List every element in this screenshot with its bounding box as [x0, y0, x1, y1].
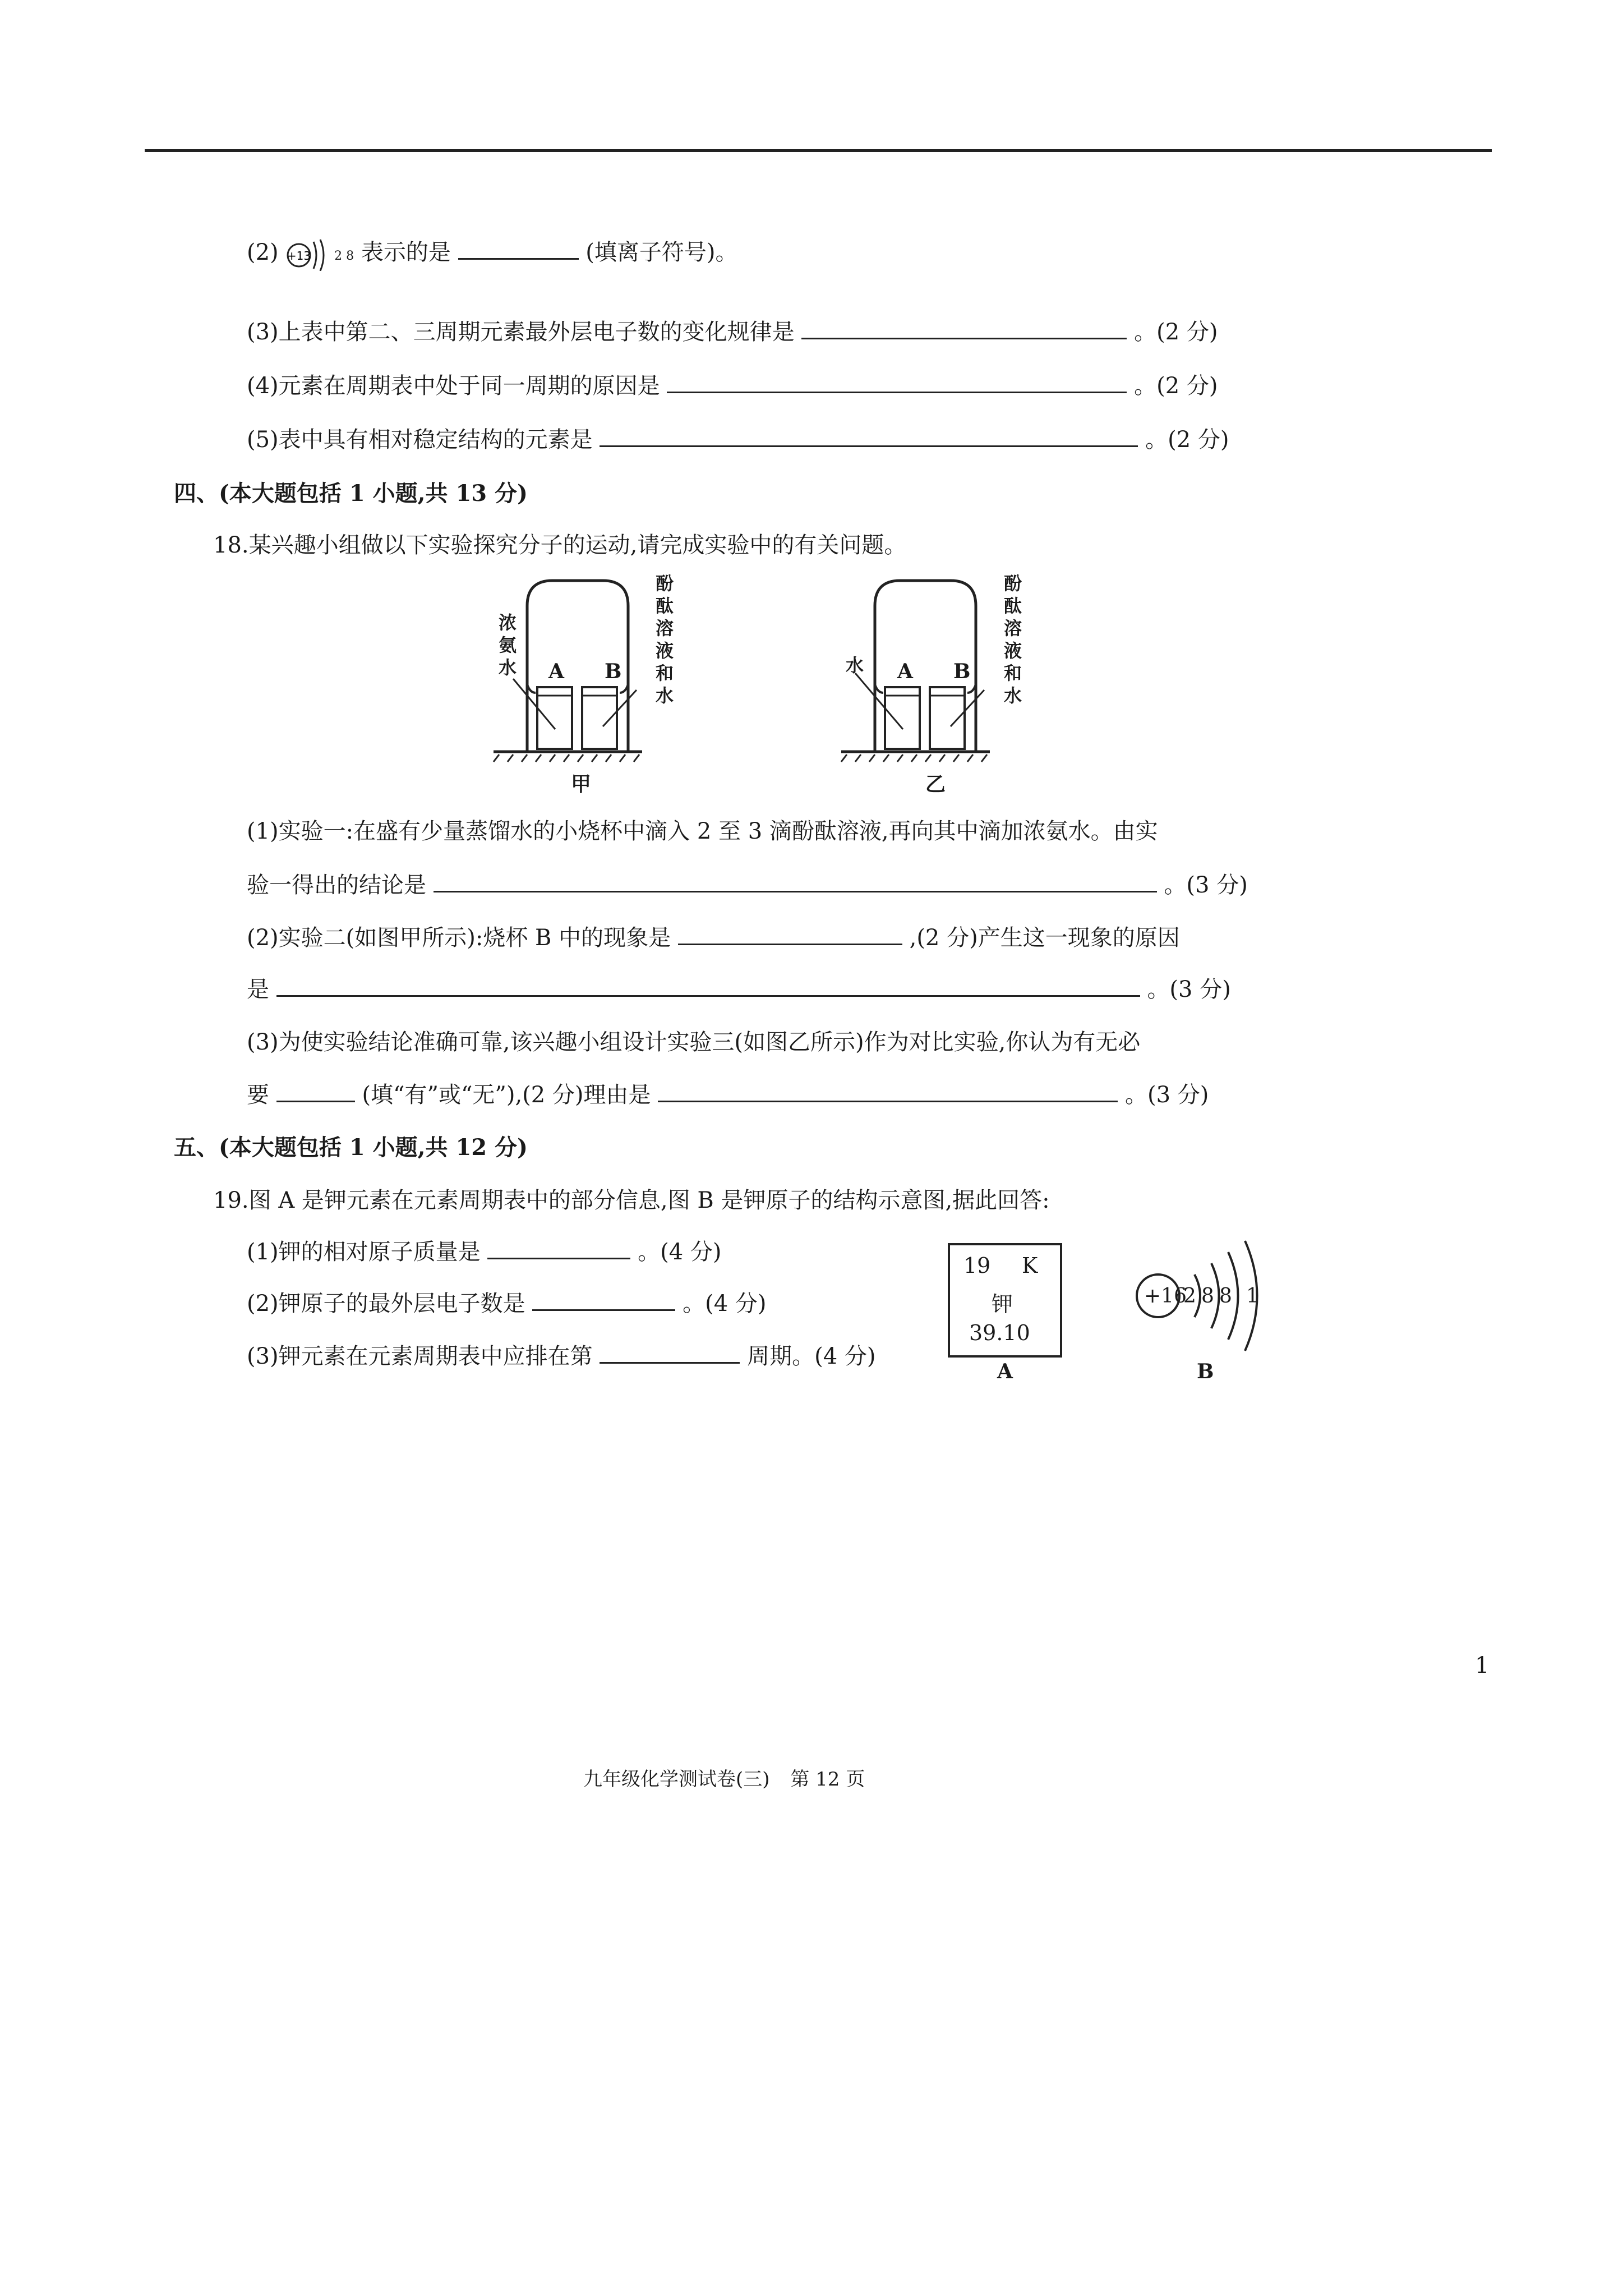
yi-right-label: 酚 酞 溶 液 和 水	[1003, 573, 1022, 706]
q19-item1	[247, 1234, 721, 1266]
q19-stem: 19.图 A 是钾元素在元素周期表中的部分信息,图 B 是钾原子的结构示意图,据此回答:	[213, 1188, 1050, 1213]
q17-item2-hint: (填离子符号)。	[585, 240, 738, 265]
q19-item2-blank[interactable]	[532, 1288, 675, 1311]
element-card	[948, 1243, 1062, 1358]
atom-shell-4: 1	[1246, 1285, 1259, 1308]
footer	[583, 1764, 865, 1791]
section4-heading: 四、(本大题包括 1 小题,共 13 分)	[174, 480, 528, 507]
yi-beaker-a-label: A	[897, 660, 913, 683]
q18-item2-text-b: ,(2 分)产生这一现象的原因	[909, 925, 1180, 951]
ion-structure-diagram	[287, 237, 326, 271]
atom-diagram-caption: B	[1197, 1360, 1214, 1383]
ion-nucleus: +13	[287, 249, 311, 263]
element-name: 钾	[992, 1292, 1013, 1317]
atom-shell-2: 8	[1201, 1285, 1214, 1308]
q17-item2-prefix: (2)	[247, 240, 279, 265]
element-symbol: K	[1022, 1253, 1038, 1278]
q17-item5-blank[interactable]	[600, 424, 1138, 447]
q18-item2-blank-b[interactable]	[276, 974, 1140, 997]
footer-title: 九年级化学测试卷(三)	[583, 1768, 770, 1791]
q18-item2-line1	[247, 920, 1180, 952]
q18-item1-pts: 。(3 分)	[1164, 872, 1248, 898]
q18-item1-line2	[247, 867, 1248, 899]
yi-caption: 乙	[925, 772, 946, 796]
q18-item1-text: 验一得出的结论是	[247, 872, 426, 898]
q18-item3-text-b: (填“有”或“无”),(2 分)理由是	[362, 1082, 651, 1108]
atom-shell-3: 8	[1219, 1285, 1232, 1308]
jia-left-label: 浓 氨 水	[498, 612, 517, 678]
element-number: 19	[963, 1253, 991, 1278]
yi-beaker-b-label: B	[953, 660, 971, 683]
q19-item2	[247, 1286, 766, 1318]
q18-item3-blank-a[interactable]	[276, 1079, 355, 1102]
q17-item2-text: 表示的是	[361, 240, 451, 265]
top-rule	[145, 149, 1492, 152]
q19-item3	[247, 1338, 875, 1370]
q19-item1-pts: 。(4 分)	[638, 1239, 722, 1265]
q18-item2-line2	[247, 972, 1231, 1004]
element-mass: 39.10	[969, 1320, 1030, 1345]
q18-item2-text-c: 是	[247, 977, 269, 1002]
jia-beaker-a-label: A	[548, 660, 564, 683]
section5-heading: 五、(本大题包括 1 小题,共 12 分)	[174, 1134, 528, 1161]
atom-shell-1: 2	[1183, 1285, 1196, 1308]
q18-item1-line1: (1)实验一:在盛有少量蒸馏水的小烧杯中滴入 2 至 3 滴酚酞溶液,再向其中滴加浓氨水。由实	[247, 818, 1158, 844]
q18-item3-line1: (3)为使实验结论准确可靠,该兴趣小组设计实验三(如图乙所示)作为对比实验,你认为有无必	[247, 1029, 1141, 1055]
q18-item2-text-a: (2)实验二(如图甲所示):烧杯 B 中的现象是	[247, 925, 671, 951]
ion-shells: 2 8	[334, 249, 354, 263]
jia-right-label: 酚 酞 溶 液 和 水	[655, 573, 674, 706]
yi-left-label: 水	[845, 655, 864, 676]
jia-beaker-b-label: B	[605, 660, 622, 683]
q17-item4-blank[interactable]	[667, 370, 1127, 393]
q17-item3	[247, 314, 1218, 346]
jia-caption: 甲	[571, 772, 592, 796]
q19-item3-text-a: (3)钾元素在元素周期表中应排在第	[247, 1343, 593, 1369]
q17-item5	[247, 422, 1229, 454]
q18-item3-line2	[247, 1077, 1209, 1109]
q19-item2-pts: 。(4 分)	[683, 1291, 767, 1317]
q17-item2	[247, 234, 737, 271]
q17-item4	[247, 368, 1218, 400]
q19-item3-text-b: 周期。(4 分)	[747, 1343, 876, 1369]
q18-stem: 18.某兴趣小组做以下实验探究分子的运动,请完成实验中的有关问题。	[213, 532, 907, 558]
q18-item1-blank[interactable]	[434, 869, 1157, 892]
q17-item5-pts: 。(2 分)	[1145, 427, 1229, 453]
q19-item2-text: (2)钾原子的最外层电子数是	[247, 1291, 525, 1317]
q17-item2-blank[interactable]	[458, 237, 579, 260]
q18-item3-pts: 。(3 分)	[1124, 1082, 1209, 1108]
q17-item4-text: (4)元素在周期表中处于同一周期的原因是	[247, 373, 660, 399]
q19-item1-blank[interactable]	[487, 1236, 630, 1259]
q17-item4-pts: 。(2 分)	[1134, 373, 1218, 399]
page-number: 1	[1475, 1653, 1490, 1678]
q18-item3-text-a: 要	[247, 1082, 269, 1108]
atom-nucleus: +16	[1144, 1285, 1187, 1308]
q17-item3-blank[interactable]	[801, 316, 1127, 339]
q17-item3-text: (3)上表中第二、三周期元素最外层电子数的变化规律是	[247, 319, 795, 345]
q18-item3-blank-b[interactable]	[658, 1079, 1118, 1102]
footer-page: 第 12 页	[790, 1768, 865, 1791]
q18-item2-blank-a[interactable]	[678, 922, 902, 945]
element-card-caption: A	[997, 1360, 1013, 1383]
q18-item2-pts: 。(3 分)	[1147, 977, 1231, 1002]
q19-item1-text: (1)钾的相对原子质量是	[247, 1239, 481, 1265]
q17-item5-text: (5)表中具有相对稳定结构的元素是	[247, 427, 593, 453]
q17-item3-pts: 。(2 分)	[1134, 319, 1218, 345]
q19-item3-blank[interactable]	[600, 1341, 740, 1364]
